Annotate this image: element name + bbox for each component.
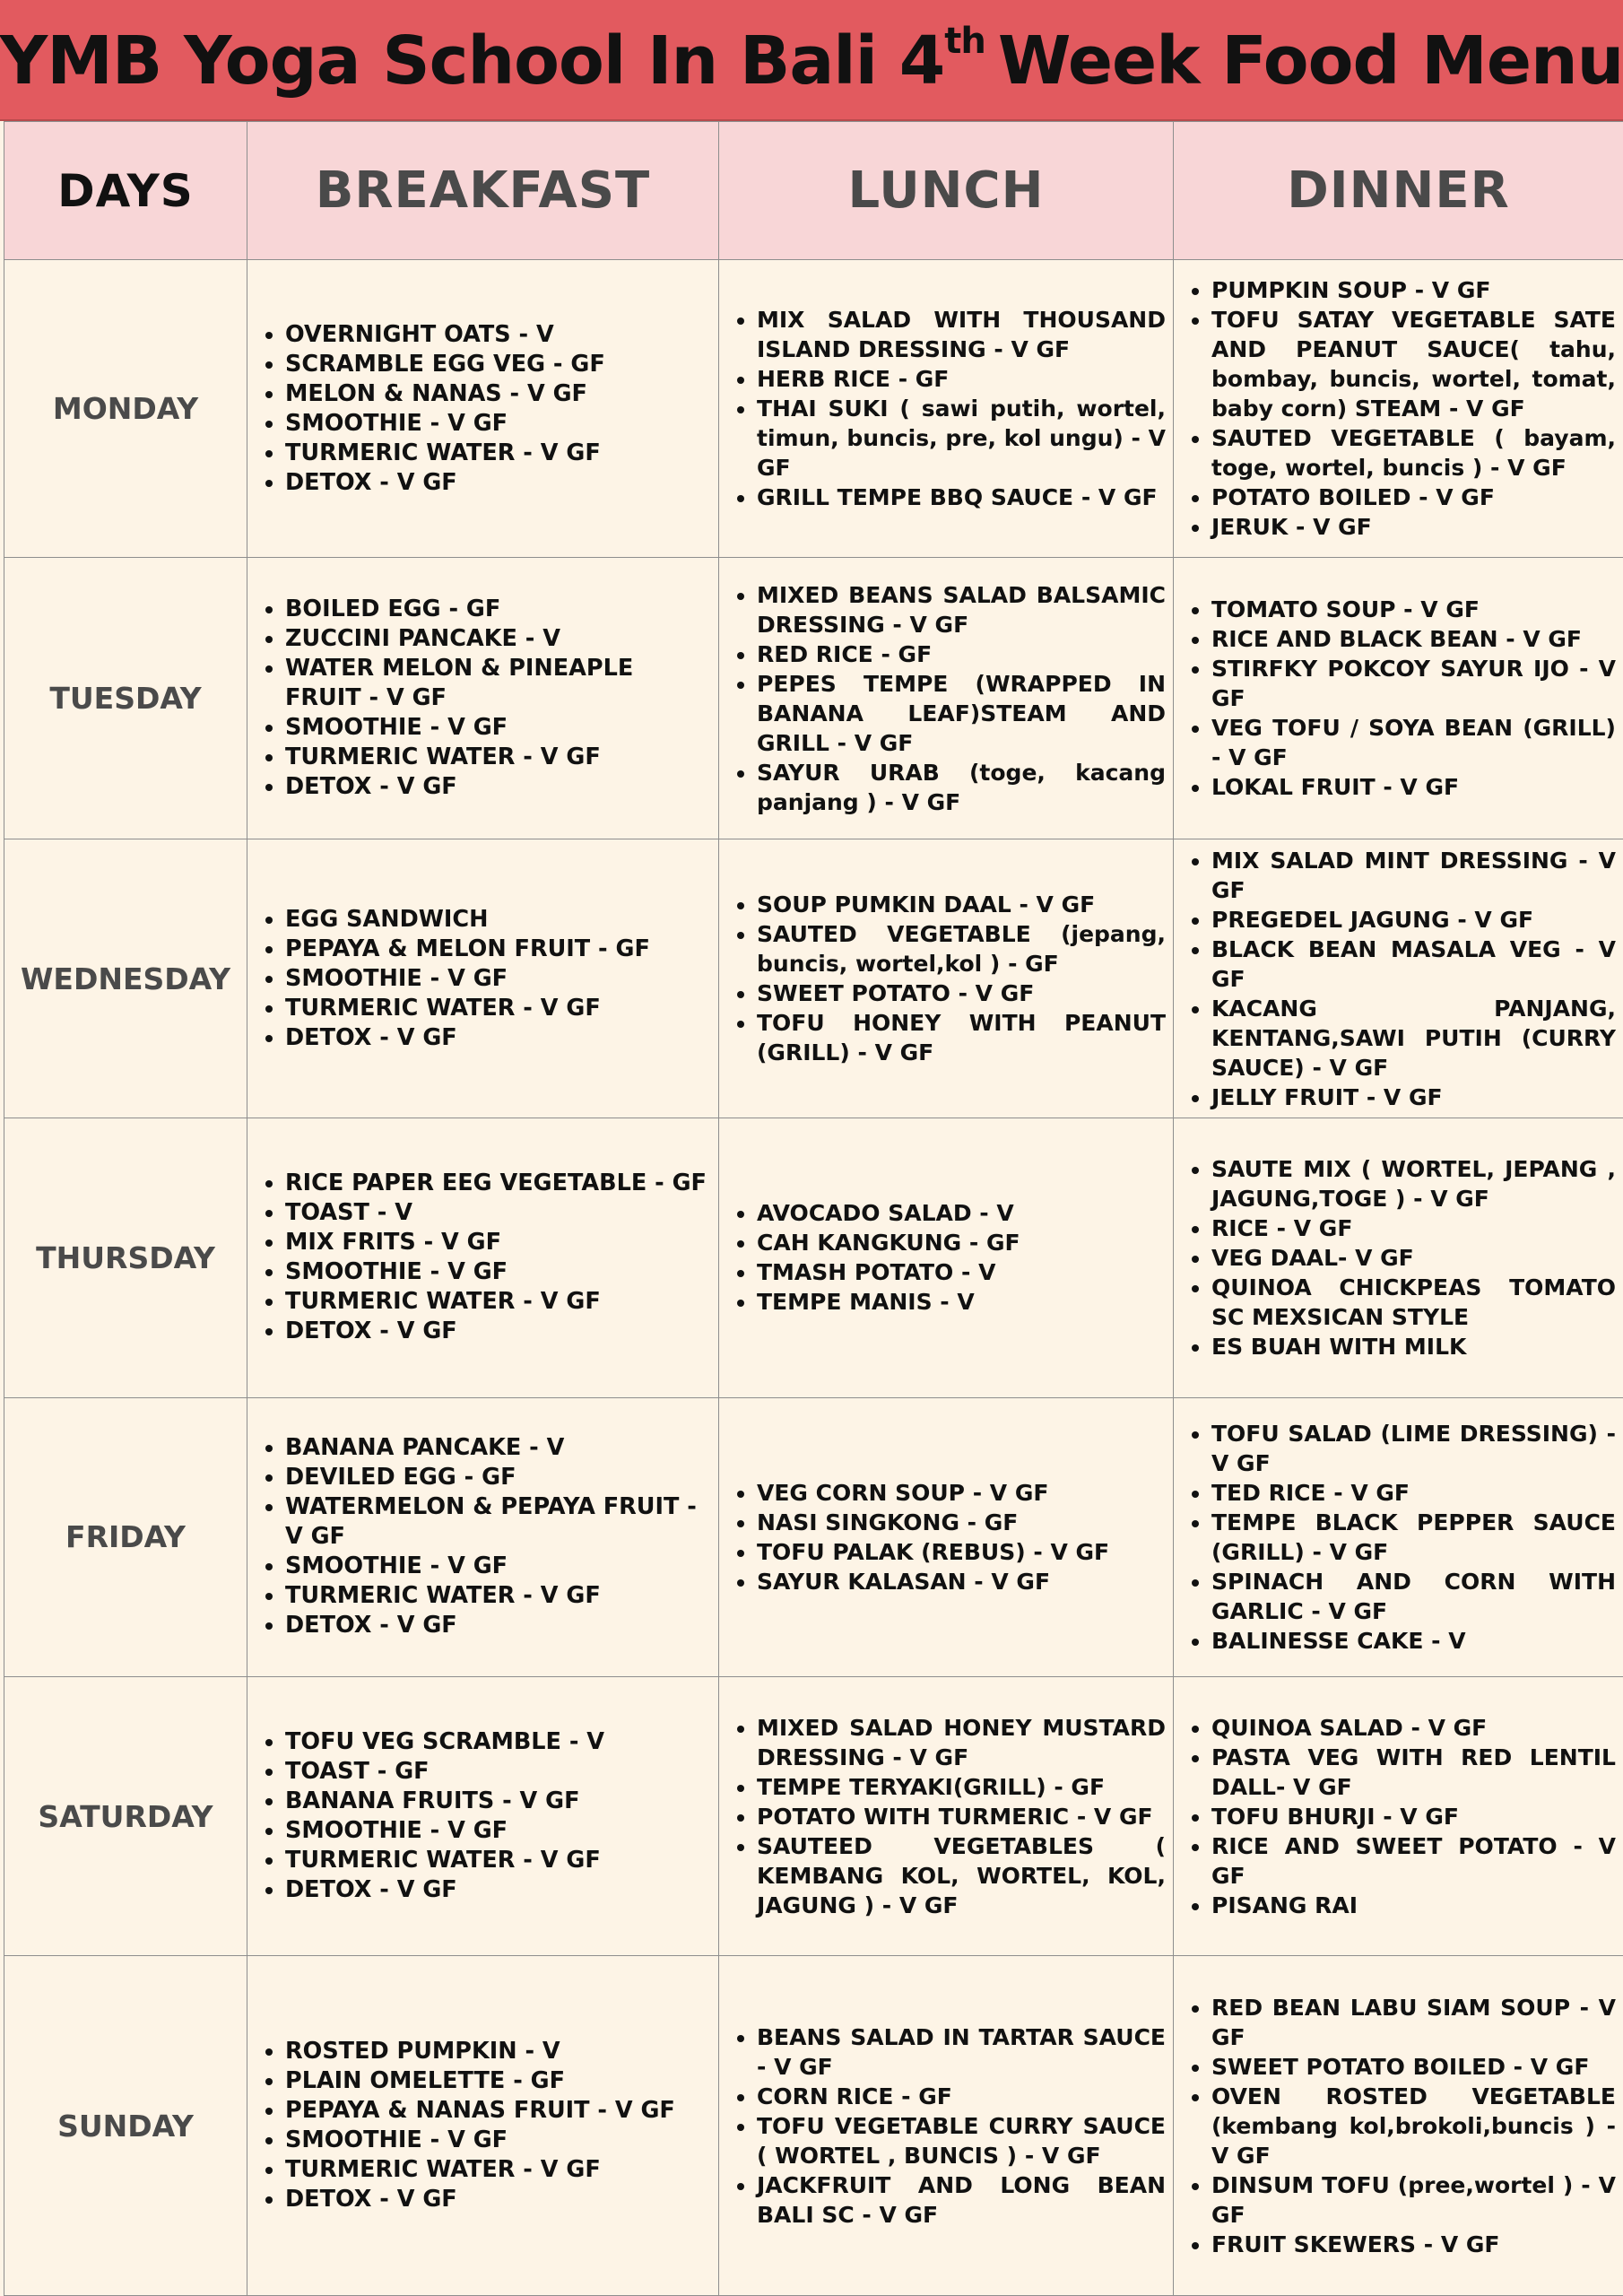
lunch-cell	[719, 1397, 1174, 1676]
lunch-list	[728, 890, 1166, 1067]
list-item: • SAUTE MIX ( WORTEL, JEPANG , JAGUNG,TOGE ) - V GF	[1211, 1154, 1616, 1213]
list-item: • PEPES TEMPE (WRAPPED IN BANANA LEAF)STEAM AND GRILL - V GF	[757, 669, 1166, 758]
list-item: • DETOX - V GF	[285, 772, 711, 802]
list-item: • SMOOTHIE - V GF	[285, 964, 711, 994]
dinner-list	[1183, 1419, 1616, 1656]
header-breakfast: BREAKFAST	[247, 122, 719, 260]
menu-body	[4, 260, 1623, 2296]
list-item: • SAYUR URAB (toge, kacang panjang ) - V GF	[757, 758, 1166, 817]
list-item: • DETOX - V GF	[285, 1875, 711, 1905]
list-item: • PLAIN OMELETTE - GF	[285, 2066, 711, 2096]
list-item: • VEG CORN SOUP - V GF	[757, 1478, 1166, 1508]
list-item: • SAUTED VEGETABLE ( bayam, toge, wortel, buncis ) - V GF	[1211, 423, 1616, 483]
list-item: • SOUP PUMKIN DAAL - V GF	[757, 890, 1166, 919]
list-item: • SMOOTHIE - V GF	[285, 1552, 711, 1581]
list-item: • GRILL TEMPE BBQ SAUCE - V GF	[757, 483, 1166, 512]
day-label: FRIDAY	[4, 1397, 247, 1676]
list-item: • STIRFKY POKCOY SAYUR IJO - V GF	[1211, 654, 1616, 713]
list-item: • ES BUAH WITH MILK	[1211, 1332, 1616, 1361]
list-item: • TURMERIC WATER - V GF	[285, 439, 711, 468]
list-item: • SWEET POTATO - V GF	[757, 978, 1166, 1008]
day-label: WEDNESDAY	[4, 839, 247, 1118]
list-item: • SAYUR KALASAN - V GF	[757, 1567, 1166, 1596]
list-item: • PASTA VEG WITH RED LENTIL DALL- V GF	[1211, 1743, 1616, 1802]
list-item: • DETOX - V GF	[285, 1611, 711, 1640]
list-item: • TOFU SALAD (LIME DRESSING) - V GF	[1211, 1419, 1616, 1478]
lunch-cell	[719, 260, 1174, 558]
dinner-cell	[1174, 558, 1623, 839]
list-item: • OVERNIGHT OATS - V	[285, 320, 711, 350]
list-item: • PISANG RAI	[1211, 1891, 1616, 1920]
list-item: • RED BEAN LABU SIAM SOUP - V GF	[1211, 1993, 1616, 2052]
day-label: SATURDAY	[4, 1677, 247, 1956]
header-lunch: LUNCH	[719, 122, 1174, 260]
table-row	[4, 260, 1623, 558]
list-item: • WATER MELON & PINEAPLE FRUIT - V GF	[285, 654, 711, 713]
breakfast-cell	[247, 1397, 719, 1676]
list-item: • DETOX - V GF	[285, 1317, 711, 1346]
breakfast-list	[256, 1169, 711, 1346]
breakfast-list	[256, 1433, 711, 1640]
list-item: • THAI SUKI ( sawi putih, wortel, timun, buncis, pre, kol ungu) - V GF	[757, 394, 1166, 483]
list-item: • RED RICE - GF	[757, 639, 1166, 669]
list-item: • SAUTED VEGETABLE (jepang, buncis, wortel,kol ) - GF	[757, 919, 1166, 978]
list-item: • TEMPE BLACK PEPPER SAUCE (GRILL) - V GF	[1211, 1508, 1616, 1567]
list-item: • TOFU BHURJI - V GF	[1211, 1802, 1616, 1831]
list-item: • QUINOA CHICKPEAS TOMATO SC MEXSICAN STYLE	[1211, 1273, 1616, 1332]
list-item: • VEG DAAL- V GF	[1211, 1243, 1616, 1273]
list-item: • DINSUM TOFU (pree,wortel ) - V GF	[1211, 2170, 1616, 2230]
list-item: • DETOX - V GF	[285, 468, 711, 498]
list-item: • MELON & NANAS - V GF	[285, 379, 711, 409]
list-item: • ZUCCINI PANCAKE - V	[285, 624, 711, 654]
dinner-list	[1183, 1713, 1616, 1920]
lunch-cell	[719, 1956, 1174, 2296]
list-item: • POTATO WITH TURMERIC - V GF	[757, 1802, 1166, 1831]
list-item: • BANANA FRUITS - V GF	[285, 1787, 711, 1816]
list-item: • SMOOTHIE - V GF	[285, 713, 711, 743]
list-item: • KACANG PANJANG, KENTANG,SAWI PUTIH (CURRY SAUCE) - V GF	[1211, 994, 1616, 1083]
table-row	[4, 1118, 1623, 1397]
food-menu-table	[4, 121, 1623, 2296]
list-item: • PEPAYA & NANAS FRUIT - V GF	[285, 2096, 711, 2126]
list-item: • TOFU HONEY WITH PEANUT (GRILL) - V GF	[757, 1008, 1166, 1067]
table-row	[4, 1956, 1623, 2296]
list-item: • DETOX - V GF	[285, 2185, 711, 2214]
list-item: • SCRAMBLE EGG VEG - GF	[285, 350, 711, 379]
list-item: • RICE PAPER EEG VEGETABLE - GF	[285, 1169, 711, 1198]
list-item: • TURMERIC WATER - V GF	[285, 994, 711, 1023]
day-label: TUESDAY	[4, 558, 247, 839]
breakfast-list	[256, 1727, 711, 1905]
breakfast-cell	[247, 558, 719, 839]
list-item: • TOFU VEG SCRAMBLE - V	[285, 1727, 711, 1757]
list-item: • ROSTED PUMPKIN - V	[285, 2037, 711, 2066]
list-item: • JELLY FRUIT - V GF	[1211, 1083, 1616, 1112]
list-item: • BALINESSE CAKE - V	[1211, 1626, 1616, 1656]
list-item: • CAH KANGKUNG - GF	[757, 1228, 1166, 1257]
list-item: • TOMATO SOUP - V GF	[1211, 595, 1616, 624]
list-item: • DEVILED EGG - GF	[285, 1463, 711, 1492]
dinner-list	[1183, 1154, 1616, 1361]
list-item: • BLACK BEAN MASALA VEG - V GF	[1211, 935, 1616, 994]
list-item: • PUMPKIN SOUP - V GF	[1211, 275, 1616, 305]
dinner-list	[1183, 846, 1616, 1112]
list-item: • SWEET POTATO BOILED - V GF	[1211, 2052, 1616, 2082]
list-item: • TURMERIC WATER - V GF	[285, 2155, 711, 2185]
list-item: • TOFU PALAK (REBUS) - V GF	[757, 1537, 1166, 1567]
title-prefix: YMB Yoga School In Bali 4	[0, 22, 945, 100]
lunch-list	[728, 1713, 1166, 1920]
dinner-list	[1183, 275, 1616, 542]
lunch-list	[728, 580, 1166, 817]
list-item: • MIXED BEANS SALAD BALSAMIC DRESSING - V GF	[757, 580, 1166, 639]
dinner-cell	[1174, 1677, 1623, 1956]
list-item: • JERUK - V GF	[1211, 512, 1616, 542]
list-item: • MIX SALAD MINT DRESSING - V GF	[1211, 846, 1616, 905]
dinner-list	[1183, 595, 1616, 802]
dinner-list	[1183, 1993, 1616, 2259]
list-item: • EGG SANDWICH	[285, 905, 711, 935]
breakfast-list	[256, 2037, 711, 2214]
title-ordinal-suffix: th	[944, 20, 985, 62]
breakfast-list	[256, 905, 711, 1053]
lunch-cell	[719, 839, 1174, 1118]
dinner-cell	[1174, 839, 1623, 1118]
list-item: • PEPAYA & MELON FRUIT - GF	[285, 935, 711, 964]
list-item: • JACKFRUIT AND LONG BEAN BALI SC - V GF	[757, 2170, 1166, 2230]
lunch-cell	[719, 558, 1174, 839]
breakfast-cell	[247, 1118, 719, 1397]
list-item: • TOFU VEGETABLE CURRY SAUCE ( WORTEL , BUNCIS ) - V GF	[757, 2111, 1166, 2170]
lunch-cell	[719, 1118, 1174, 1397]
list-item: • VEG TOFU / SOYA BEAN (GRILL) - V GF	[1211, 713, 1616, 772]
list-item: • SPINACH AND CORN WITH GARLIC - V GF	[1211, 1567, 1616, 1626]
list-item: • SMOOTHIE - V GF	[285, 2126, 711, 2155]
list-item: • LOKAL FRUIT - V GF	[1211, 772, 1616, 802]
list-item: • RICE AND SWEET POTATO - V GF	[1211, 1831, 1616, 1891]
breakfast-list	[256, 320, 711, 498]
header-dinner: DINNER	[1174, 122, 1623, 260]
list-item: • SAUTEED VEGETABLES ( KEMBANG KOL, WORTEL, KOL, JAGUNG ) - V GF	[757, 1831, 1166, 1920]
breakfast-cell	[247, 1677, 719, 1956]
header-days: DAYS	[4, 122, 247, 260]
dinner-cell	[1174, 1956, 1623, 2296]
list-item: • BEANS SALAD IN TARTAR SAUCE - V GF	[757, 2022, 1166, 2082]
breakfast-cell	[247, 1956, 719, 2296]
list-item: • TURMERIC WATER - V GF	[285, 743, 711, 772]
list-item: • NASI SINGKONG - GF	[757, 1508, 1166, 1537]
list-item: • TEMPE TERYAKI(GRILL) - GF	[757, 1772, 1166, 1802]
list-item: • PREGEDEL JAGUNG - V GF	[1211, 905, 1616, 935]
table-row	[4, 558, 1623, 839]
list-item: • SMOOTHIE - V GF	[285, 1816, 711, 1846]
day-label: MONDAY	[4, 260, 247, 558]
list-item: • AVOCADO SALAD - V	[757, 1198, 1166, 1228]
lunch-list	[728, 305, 1166, 512]
breakfast-list	[256, 595, 711, 802]
header-row	[4, 122, 1623, 260]
page-title	[0, 21, 1623, 100]
list-item: • TURMERIC WATER - V GF	[285, 1846, 711, 1875]
list-item: • TURMERIC WATER - V GF	[285, 1581, 711, 1611]
breakfast-cell	[247, 839, 719, 1118]
lunch-cell	[719, 1677, 1174, 1956]
lunch-list	[728, 1198, 1166, 1317]
list-item: • BANANA PANCAKE - V	[285, 1433, 711, 1463]
day-label: THURSDAY	[4, 1118, 247, 1397]
lunch-list	[728, 2022, 1166, 2230]
list-item: • RICE - V GF	[1211, 1213, 1616, 1243]
list-item: • POTATO BOILED - V GF	[1211, 483, 1616, 512]
list-item: • BOILED EGG - GF	[285, 595, 711, 624]
list-item: • SMOOTHIE - V GF	[285, 1257, 711, 1287]
list-item: • TOFU SATAY VEGETABLE SATE AND PEANUT SAUCE( tahu, bombay, buncis, wortel, tomat, baby corn) STEAM - V GF	[1211, 305, 1616, 423]
list-item: • WATERMELON & PEPAYA FRUIT - V GF	[285, 1492, 711, 1552]
list-item: • TOAST - V	[285, 1198, 711, 1228]
title-suffix: Week Food Menu	[997, 22, 1623, 100]
list-item: • TURMERIC WATER - V GF	[285, 1287, 711, 1317]
breakfast-cell	[247, 260, 719, 558]
list-item: • SMOOTHIE - V GF	[285, 409, 711, 439]
list-item: • DETOX - V GF	[285, 1023, 711, 1053]
dinner-cell	[1174, 1118, 1623, 1397]
table-row	[4, 839, 1623, 1118]
list-item: • QUINOA SALAD - V GF	[1211, 1713, 1616, 1743]
title-banner	[0, 0, 1623, 121]
dinner-cell	[1174, 1397, 1623, 1676]
list-item: • TMASH POTATO - V	[757, 1257, 1166, 1287]
list-item: • MIX SALAD WITH THOUSAND ISLAND DRESSING - V GF	[757, 305, 1166, 364]
list-item: • HERB RICE - GF	[757, 364, 1166, 394]
dinner-cell	[1174, 260, 1623, 558]
list-item: • FRUIT SKEWERS - V GF	[1211, 2230, 1616, 2259]
table-row	[4, 1677, 1623, 1956]
list-item: • MIX FRITS - V GF	[285, 1228, 711, 1257]
list-item: • RICE AND BLACK BEAN - V GF	[1211, 624, 1616, 654]
day-label: SUNDAY	[4, 1956, 247, 2296]
list-item: • TEMPE MANIS - V	[757, 1287, 1166, 1317]
list-item: • TOAST - GF	[285, 1757, 711, 1787]
list-item: • TED RICE - V GF	[1211, 1478, 1616, 1508]
list-item: • CORN RICE - GF	[757, 2082, 1166, 2111]
list-item: • OVEN ROSTED VEGETABLE (kembang kol,brokoli,buncis ) - V GF	[1211, 2082, 1616, 2170]
table-row	[4, 1397, 1623, 1676]
lunch-list	[728, 1478, 1166, 1596]
list-item: • MIXED SALAD HONEY MUSTARD DRESSING - V GF	[757, 1713, 1166, 1772]
